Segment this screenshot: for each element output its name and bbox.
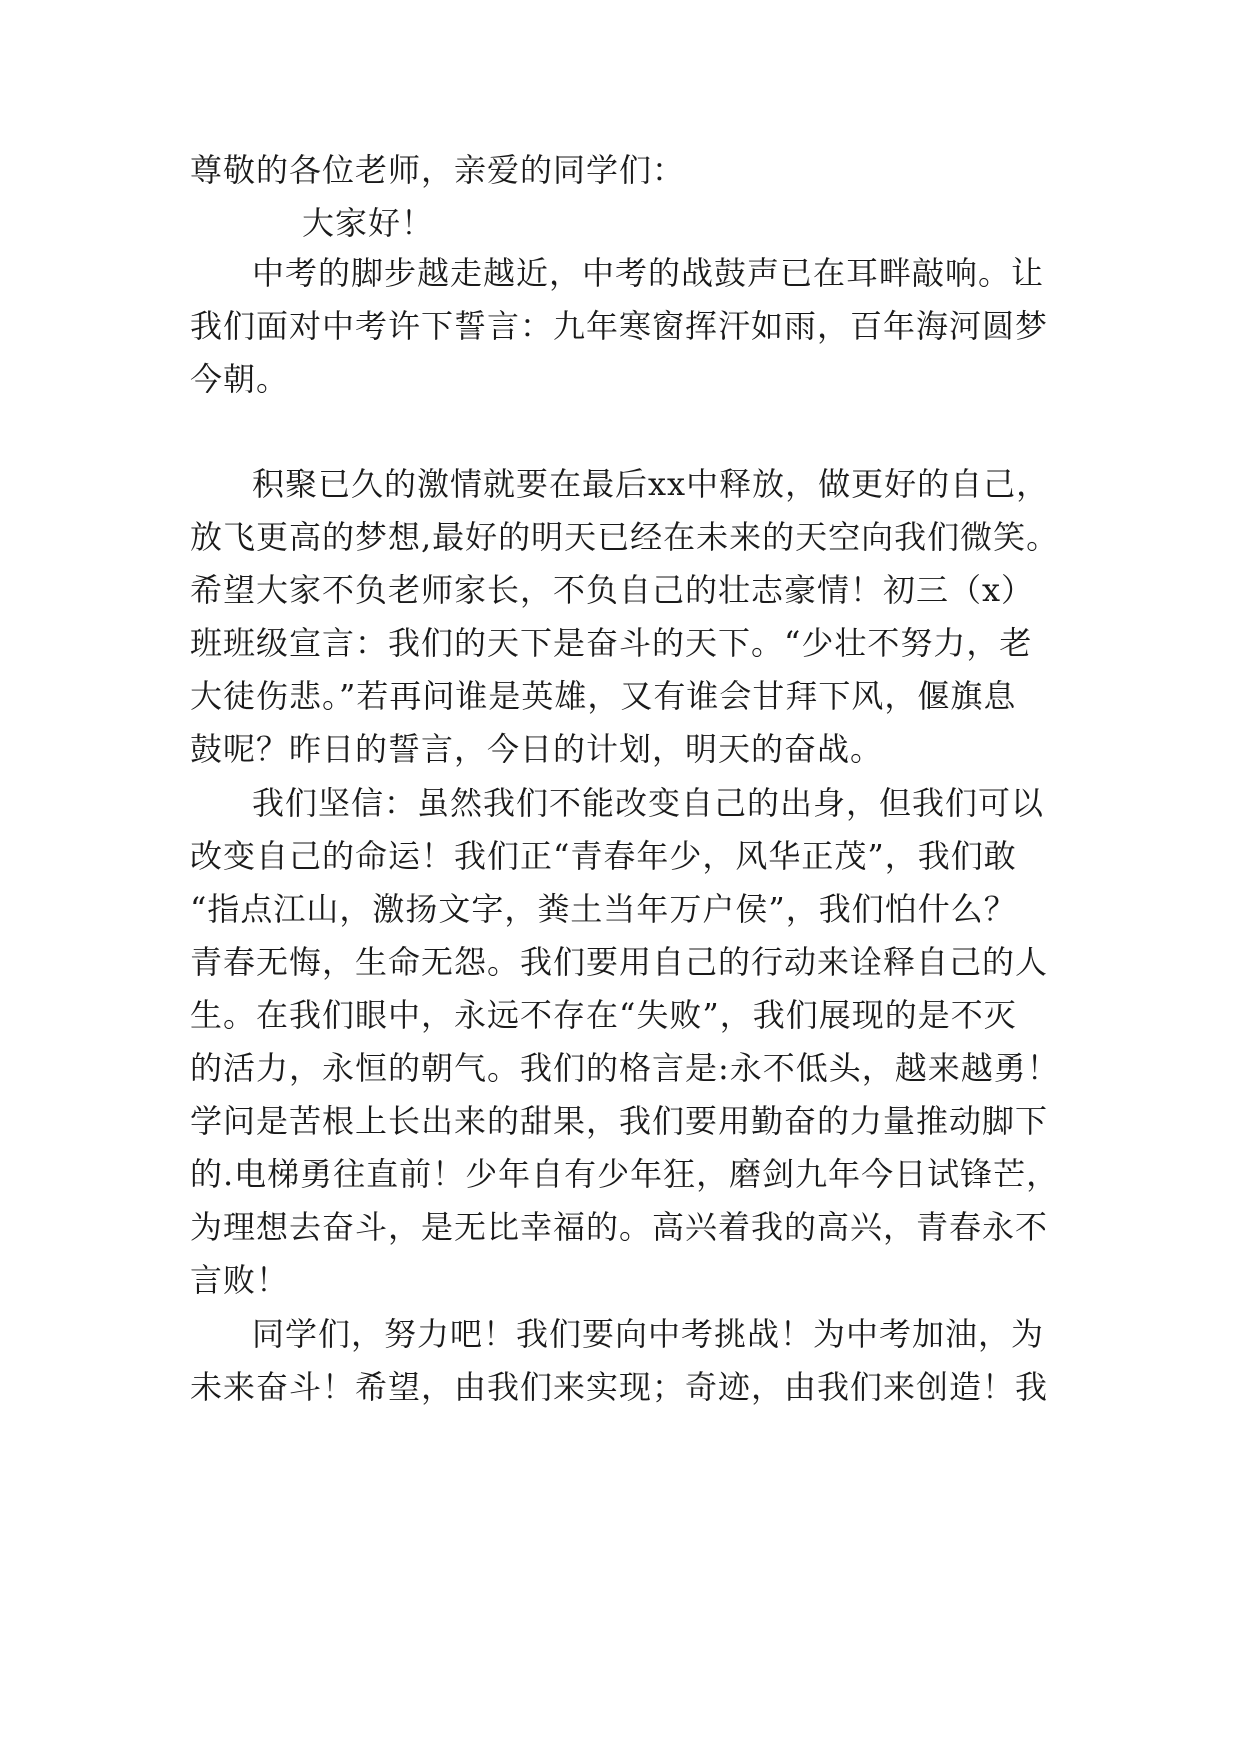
paragraph-3-line-2: 改变自己的命运！我们正“青春年少，风华正茂”，我们敢 bbox=[190, 837, 1017, 875]
paragraph-2-line-3: 希望大家不负老师家长，不负自己的壮志豪情！初三（x） bbox=[190, 571, 1035, 609]
paragraph-4-line-1: 同学们，努力吧！我们要向中考挑战！为中考加油，为 bbox=[252, 1315, 1045, 1353]
paragraph-1-line-3: 今朝。 bbox=[190, 360, 290, 398]
paragraph-2-line-1: 积聚已久的激情就要在最后xx中释放，做更好的自己， bbox=[252, 465, 1050, 503]
paragraph-3-line-4: 青春无悔，生命无怨。我们要用自己的行动来诠释自己的人 bbox=[190, 943, 1049, 981]
greeting: 大家好！ bbox=[302, 204, 435, 242]
paragraph-3-line-9: 为理想去奋斗，是无比幸福的。高兴着我的高兴，青春永不 bbox=[190, 1208, 1049, 1246]
paragraph-2-line-6: 鼓呢？昨日的誓言，今日的计划，明天的奋战。 bbox=[190, 730, 884, 768]
paragraph-2-line-5: 大徒伤悲。”若再问谁是英雄，又有谁会甘拜下风，偃旗息 bbox=[190, 677, 1017, 715]
salutation: 尊敬的各位老师，亲爱的同学们： bbox=[190, 151, 686, 189]
paragraph-3-line-5: 生。在我们眼中，永远不存在“失败”，我们展现的是不灭 bbox=[190, 996, 1017, 1034]
paragraph-3-line-3: “指点江山，激扬文字，粪土当年万户侯”，我们怕什么？ bbox=[190, 890, 1017, 928]
paragraph-1-line-1: 中考的脚步越走越近，中考的战鼓声已在耳畔敲响。让 bbox=[252, 254, 1045, 292]
paragraph-1-line-2: 我们面对中考许下誓言：九年寒窗挥汗如雨，百年海河圆梦 bbox=[190, 307, 1049, 345]
paragraph-2-line-4: 班班级宣言：我们的天下是奋斗的天下。“少壮不努力，老 bbox=[190, 624, 1033, 662]
paragraph-3-line-8: 的.电梯勇往直前！少年自有少年狂，磨剑九年今日试锋芒， bbox=[190, 1155, 1060, 1193]
paragraph-3-line-1: 我们坚信：虽然我们不能改变自己的出身，但我们可以 bbox=[252, 784, 1045, 822]
paragraph-3-line-6: 的活力，永恒的朝气。我们的格言是:永不低头，越来越勇！ bbox=[190, 1049, 1060, 1087]
paragraph-2-line-2: 放飞更高的梦想,最好的明天已经在未来的天空向我们微笑。 bbox=[190, 518, 1060, 556]
paragraph-3-line-10: 言败！ bbox=[190, 1261, 290, 1299]
paragraph-3-line-7: 学问是苦根上长出来的甜果，我们要用勤奋的力量推动脚下 bbox=[190, 1102, 1049, 1140]
paragraph-4-line-2: 未来奋斗！希望，由我们来实现；奇迹，由我们来创造！我 bbox=[190, 1368, 1049, 1406]
